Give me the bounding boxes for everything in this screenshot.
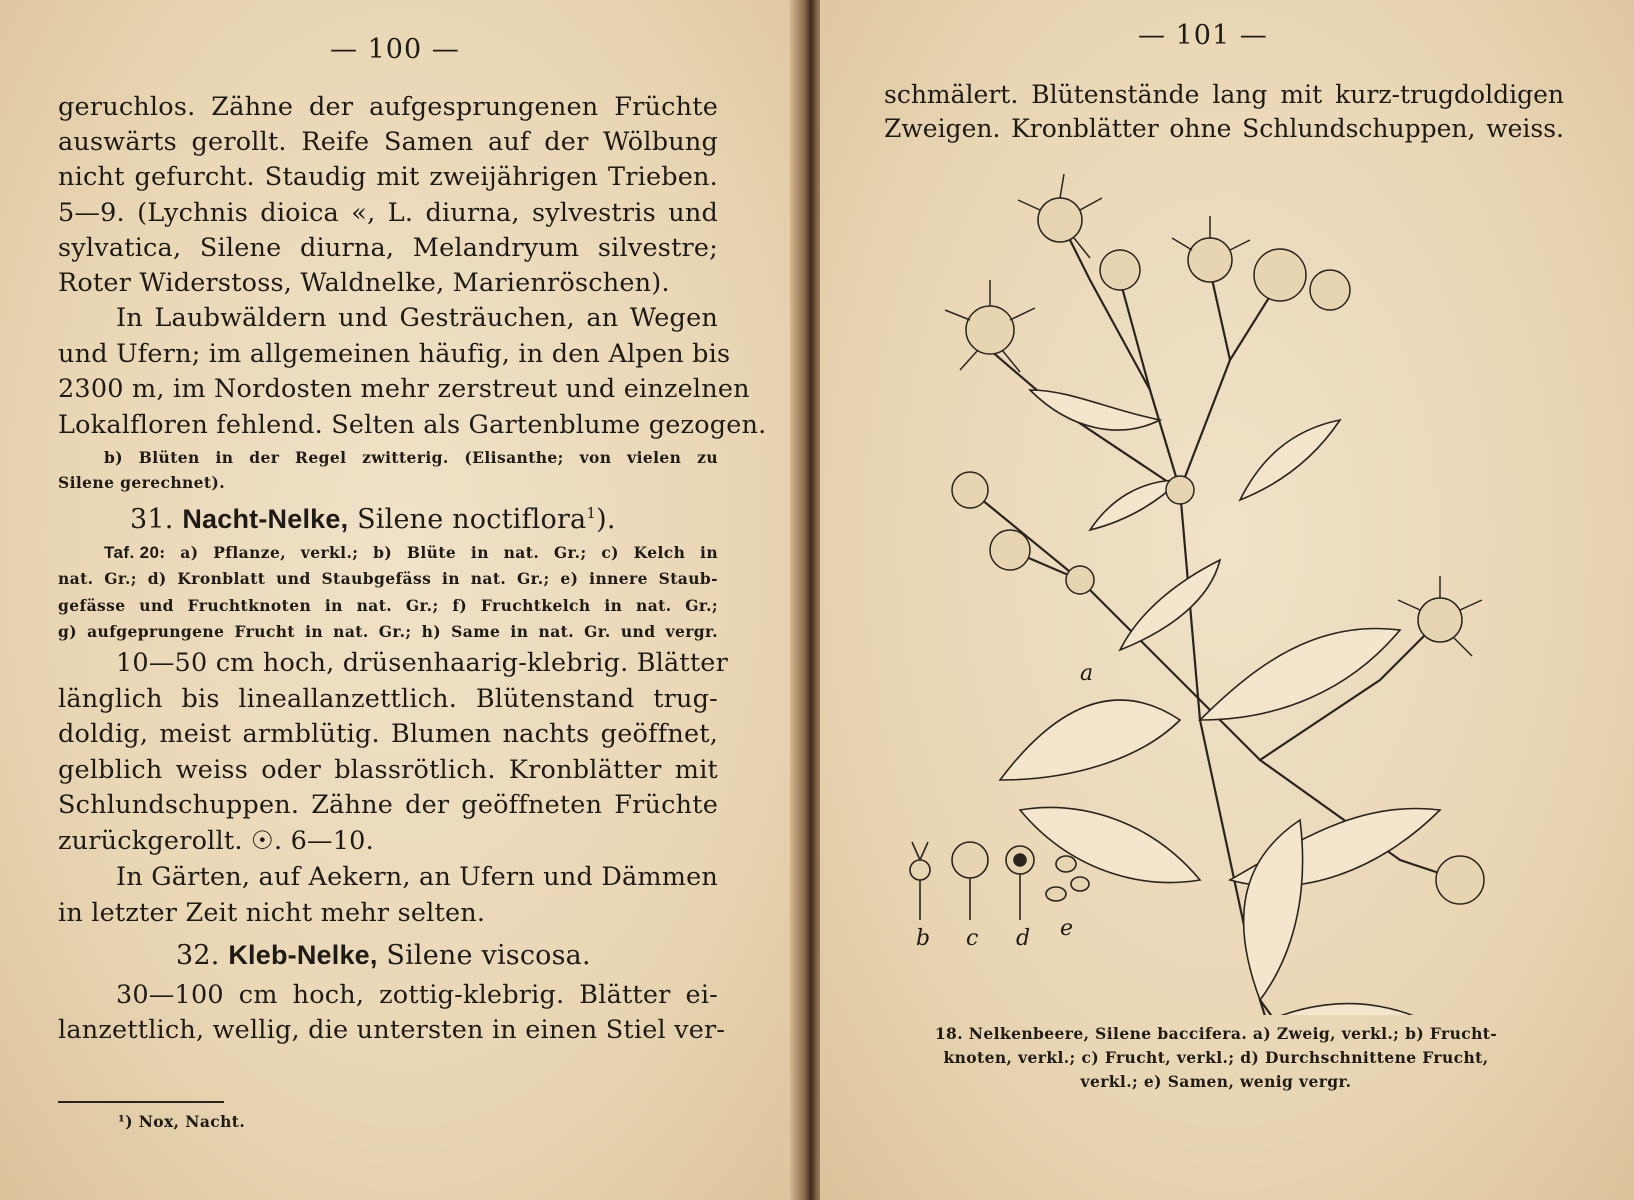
text-line: Roter Widerstoss, Waldnelke, Marienröschen). [58, 268, 670, 298]
text-line: sylvatica, Silene diurna, Melandryum silvestre; [58, 233, 718, 263]
taf-line: g) aufgeprungene Frucht in nat. Gr.; h) Same in nat. Gr. und vergr. [58, 622, 718, 641]
heading-closing: ). [596, 504, 616, 535]
text-line: In Gärten, auf Aekern, an Ufern und Dämmen [116, 862, 719, 892]
left-page [0, 0, 808, 1200]
figure-caption-line: 18. Nelkenbeere, Silene baccifera. a) Zweig, verkl.; b) Frucht- [934, 1024, 1498, 1043]
figure-caption-line: verkl.; e) Samen, wenig vergr. [1080, 1072, 1352, 1091]
text-line: 30—100 cm hoch, zottig-klebrig. Blätter ei- [116, 980, 718, 1010]
plant-illustration [880, 160, 1600, 1015]
text-line: Lokalfloren fehlend. Selten als Gartenblume gezogen. [58, 410, 767, 440]
species-heading-31 [130, 504, 616, 535]
text-line: nicht gefurcht. Staudig mit zweijährigen Trieben. [58, 162, 718, 192]
text-line: Zweigen. Kronblätter ohne Schlundschuppen, weiss. [884, 114, 1564, 143]
figure-label-c: c [966, 926, 979, 951]
taf-line: nat. Gr.; d) Kronblatt und Staubgefäss in nat. Gr.; e) innere Staub- [58, 569, 718, 588]
page-number-right: — 101 — [1138, 20, 1268, 51]
taf-label: Taf. 20 [104, 543, 160, 562]
text-line: schmälert. Blütenstände lang mit kurz-trugdoldigen [884, 80, 1564, 109]
text-line: Schlundschuppen. Zähne der geöffneten Früchte [58, 790, 718, 820]
taf-line [104, 543, 718, 563]
text-line: und Ufern; im allgemeinen häufig, in den Alpen bis [58, 339, 731, 369]
figure-label-d: d [1016, 926, 1031, 951]
note-line: b) Blüten in der Regel zwitterig. (Elisanthe; von vielen zu [104, 448, 718, 467]
text-line: gelblich weiss oder blassrötlich. Kronblätter mit [58, 755, 718, 785]
footnote: ¹) Nox, Nacht. [118, 1112, 246, 1131]
species-latin: Silene noctiflora [357, 504, 587, 535]
species-number: 32. [176, 940, 220, 971]
text-line: 2300 m, im Nordosten mehr zerstreut und einzelnen [58, 374, 750, 404]
taf-text: : a) Pflanze, verkl.; b) Blüte in nat. Gr.; c) Kelch in [159, 543, 718, 562]
taf-line: gefässe und Fruchtknoten in nat. Gr.; f) Fruchtkelch in nat. Gr.; [58, 596, 718, 615]
figure-label-e: e [1060, 916, 1074, 941]
text-line: 10—50 cm hoch, drüsenhaarig-klebrig. Blätter [116, 648, 728, 678]
species-name: Nacht-Nelke, [182, 504, 349, 534]
species-number: 31. [130, 504, 174, 535]
figure-caption-line: knoten, verkl.; c) Frucht, verkl.; d) Durchschnittene Frucht, [943, 1048, 1489, 1067]
footnote-ref: 1 [586, 504, 597, 522]
footnote-rule [58, 1101, 224, 1103]
text-line: zurückgerollt. ☉. 6—10. [58, 826, 374, 856]
species-name: Kleb-Nelke, [228, 940, 378, 970]
text-line: in letzter Zeit nicht mehr selten. [58, 898, 486, 928]
note-line: Silene gerechnet). [58, 473, 226, 492]
page-number-left: — 100 — [330, 34, 460, 65]
text-line: 5—9. (Lychnis dioica «, L. diurna, sylvestris und [58, 198, 718, 228]
text-line: doldig, meist armblütig. Blumen nachts geöffnet, [58, 719, 718, 749]
text-line: geruchlos. Zähne der aufgesprungenen Früchte [58, 92, 718, 122]
right-page [820, 0, 1634, 1200]
species-latin: Silene viscosa. [386, 940, 591, 971]
text-line: lanzettlich, wellig, die untersten in einen Stiel ver- [58, 1015, 726, 1045]
figure-label-a: a [1080, 661, 1094, 686]
text-line: auswärts gerollt. Reife Samen auf der Wölbung [58, 127, 718, 157]
text-line: länglich bis lineallanzettlich. Blütenstand trug- [58, 684, 718, 714]
text-line: In Laubwäldern und Gesträuchen, an Wegen [116, 303, 718, 333]
species-heading-32 [176, 940, 591, 971]
figure-label-b: b [916, 926, 931, 951]
